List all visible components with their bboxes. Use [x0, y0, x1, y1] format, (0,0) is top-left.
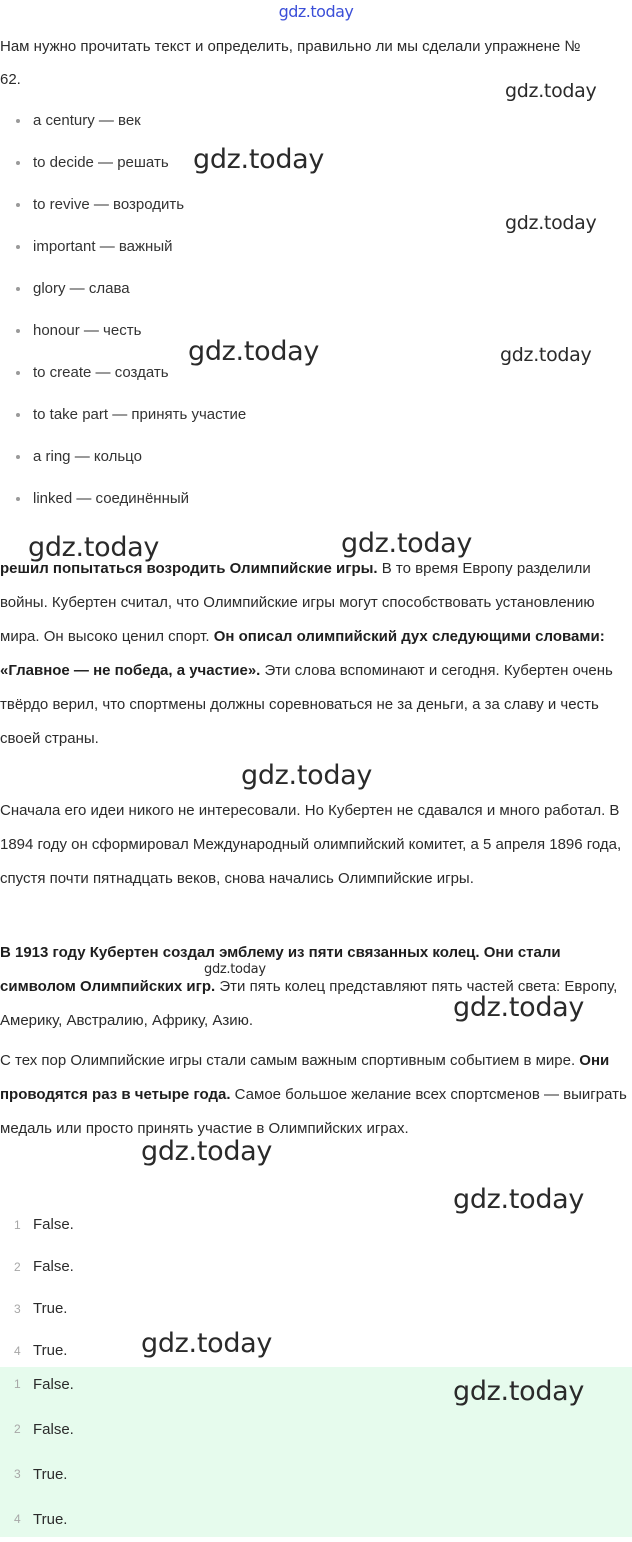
list-item: important — важный [14, 226, 514, 268]
watermark: gdz.today [141, 1136, 273, 1167]
paragraph-coubertin-spirit [0, 552, 632, 756]
bold-text: В 1913 году Кубертен создал эмблему из пяти связанных колец. Они стали символом Олимпийских игр. [0, 944, 561, 995]
item-number: 2 [14, 1260, 21, 1274]
answer-text: True. [33, 1466, 68, 1483]
list-item: to revive — возродить [14, 184, 514, 226]
bold-text: Они проводятся раз в четыре года. [0, 1052, 610, 1103]
list-item: to decide — решать [14, 142, 514, 184]
answer-text: False. [33, 1376, 74, 1393]
bold-text: Он описал олимпийский дух следующими словами: «Главное — не победа, а участие». [0, 628, 605, 679]
paragraph-text: Эти слова вспоминают и сегодня. Кубертен очень твёрдо верил, что спортмены должны соревноваться не за деньги, а за славу и честь своей страны. [0, 662, 613, 747]
watermark: gdz.today [28, 532, 160, 563]
list-item: glory — слава [14, 268, 514, 310]
list-item: to take part — принять участие [14, 394, 514, 436]
item-number: 2 [14, 1422, 21, 1436]
watermark: gdz.today [505, 212, 597, 234]
watermark: gdz.today [453, 1184, 585, 1215]
item-number: 3 [14, 1467, 21, 1481]
intro-text: Нам нужно прочитать текст и определить, правильно ли мы сделали упражнене № 62. [0, 38, 581, 88]
list-item [14, 1362, 74, 1407]
list-item [14, 1246, 74, 1288]
watermark: gdz.today [204, 962, 266, 977]
watermark: gdz.today [341, 528, 473, 559]
watermark: gdz.today [241, 760, 373, 791]
watermark: gdz.today [188, 336, 320, 367]
answer-text: True. [33, 1300, 68, 1317]
watermark: gdz.today [500, 344, 592, 366]
paragraph-ioc-founding: Сначала его идеи никого не интересовали. Но Кубертен не сдавался и много работал. В 1894 году он сформировал Международный олимпийский комитет, а 5 апреля 1896 года, спустя почти пятнадцать веков, снова начались Олимпийские игры. [0, 802, 622, 887]
answer-text: True. [33, 1342, 68, 1359]
list-item [14, 1452, 74, 1497]
item-number: 1 [14, 1218, 21, 1232]
list-item: linked — соединённый [14, 478, 514, 520]
watermark: gdz.today [505, 80, 597, 102]
answer-text: False. [33, 1421, 74, 1438]
item-number: 1 [14, 1377, 21, 1391]
item-number: 3 [14, 1302, 21, 1316]
list-item: a ring — кольцо [14, 436, 514, 478]
site-logo[interactable]: gdz.today [278, 2, 354, 21]
paragraph-text: С тех пор Олимпийские игры стали самым важным спортивным событием в мире. [0, 1052, 580, 1069]
answer-text: True. [33, 1511, 68, 1528]
answer-text: False. [33, 1216, 74, 1233]
list-item [14, 1204, 74, 1246]
watermark: gdz.today [193, 144, 325, 175]
list-item: a century — век [14, 100, 514, 142]
paragraph-text: Самое большое желание всех спортсменов — выиграть медаль или просто принять участие в Олимпийских играх. [0, 1086, 627, 1137]
list-item [14, 1407, 74, 1452]
list-item: to create — создать [14, 352, 514, 394]
list-item [14, 1288, 74, 1330]
answer-text: False. [33, 1258, 74, 1275]
paragraph-modern-games [0, 1044, 632, 1146]
answers-list [14, 1204, 74, 1372]
watermark: gdz.today [453, 992, 585, 1023]
list-item: honour — честь [14, 310, 514, 352]
watermark: gdz.today [453, 1376, 585, 1407]
watermark: gdz.today [141, 1328, 273, 1359]
bold-text: решил попытаться возродить Олимпийские игры. [0, 560, 378, 577]
item-number: 4 [14, 1344, 21, 1358]
paragraph-text: В то время Европу разделили войны. Кубертен считал, что Олимпийские игры могут способствовать установлению мира. Он высоко ценил спорт. [0, 560, 595, 645]
highlighted-answers-list [14, 1362, 74, 1542]
list-item [14, 1497, 74, 1542]
item-number: 4 [14, 1512, 21, 1526]
paragraph-text: Эти пять колец представляют пять частей света: Европу, Америку, Австралию, Африку, Азию. [0, 978, 618, 1029]
